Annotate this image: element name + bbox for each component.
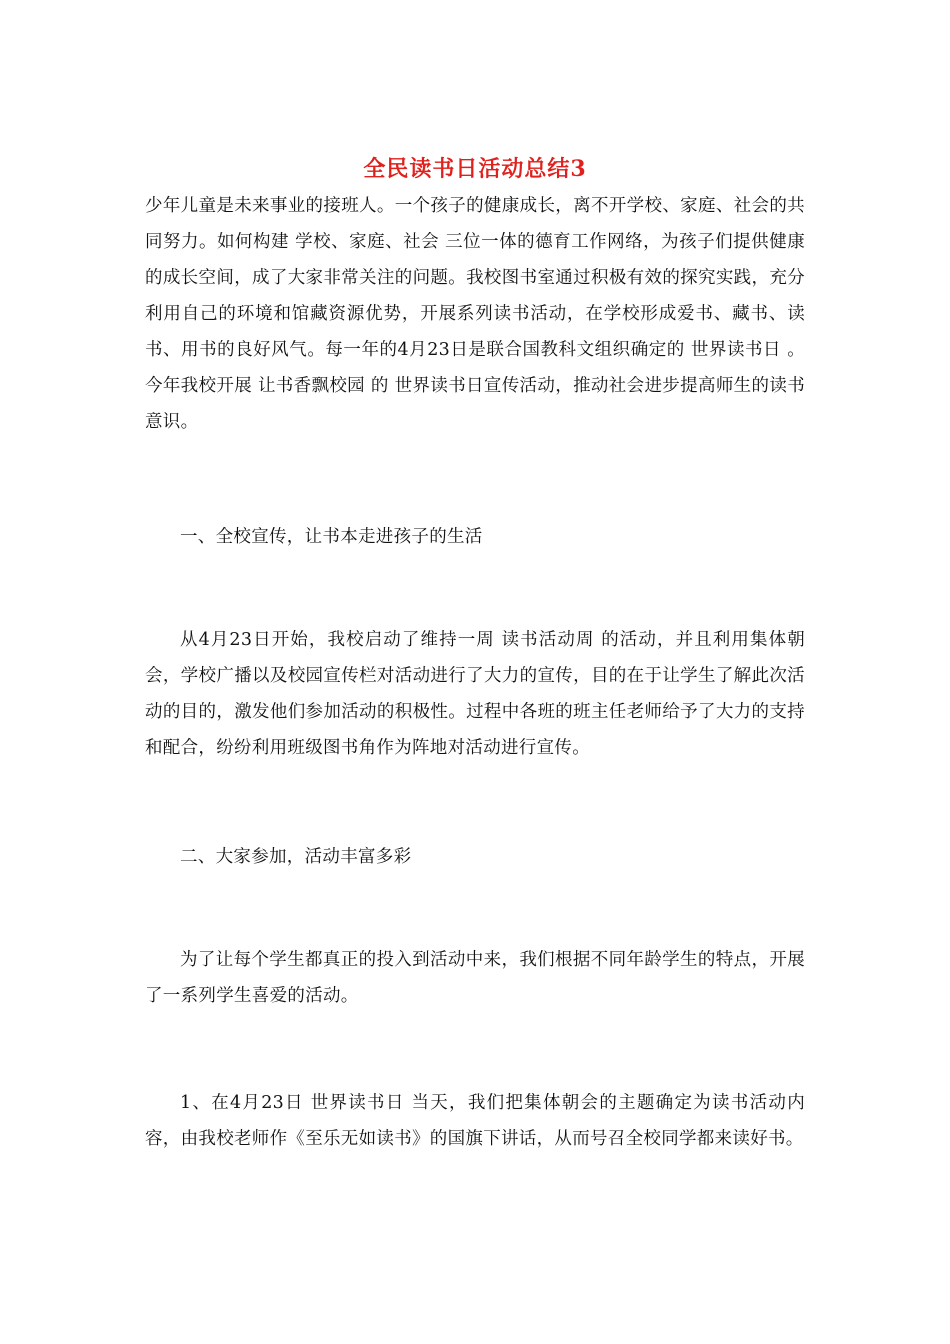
section-1-paragraph: 从4月23日开始，我校启动了维持一周 读书活动周 的活动，并且利用集体朝会，学校广播以及校园宣传栏对活动进行了大力的宣传，目的在于让学生了解此次活动的目的，激发他们参加活动的积极性。过程中各班的班主任老师给予了大力的支持和配合，纷纷利用班级图书角作为阵地对活动进行宣传。 [145,630,805,758]
intro-paragraph: 少年儿童是未来事业的接班人。一个孩子的健康成长，离不开学校、家庭、社会的共同努力。如何构建 学校、家庭、社会 三位一体的德育工作网络，为孩子们提供健康的成长空间，成了大家非常关注的问题。我校图书室通过积极有效的探究实践，充分利用自己的环境和馆藏资源优势，开展系列读书活动，在学校形成爱书、藏书、读书、用书的良好风气。每一年的4月23日是联合国教科文组织确定的 世界读书日 。今年我校开展 让书香飘校园 的 世界读书日宣传活动，推动社会进步提高师生的读书意识。 [145,196,805,432]
list-item-1: 1、在4月23日 世界读书日 当天，我们把集体朝会的主题确定为读书活动内容，由我校老师作《至乐无如读书》的国旗下讲话，从而号召全校同学都来读好书。 [145,1093,805,1149]
section-heading-2: 二、大家参加，活动丰富多彩 [180,847,412,867]
document-title: 全民读书日活动总结3 [363,156,587,182]
section-2-paragraph: 为了让每个学生都真正的投入到活动中来，我们根据不同年龄学生的特点，开展了一系列学生喜爱的活动。 [145,950,805,1006]
section-heading-1: 一、全校宣传，让书本走进孩子的生活 [180,527,483,547]
